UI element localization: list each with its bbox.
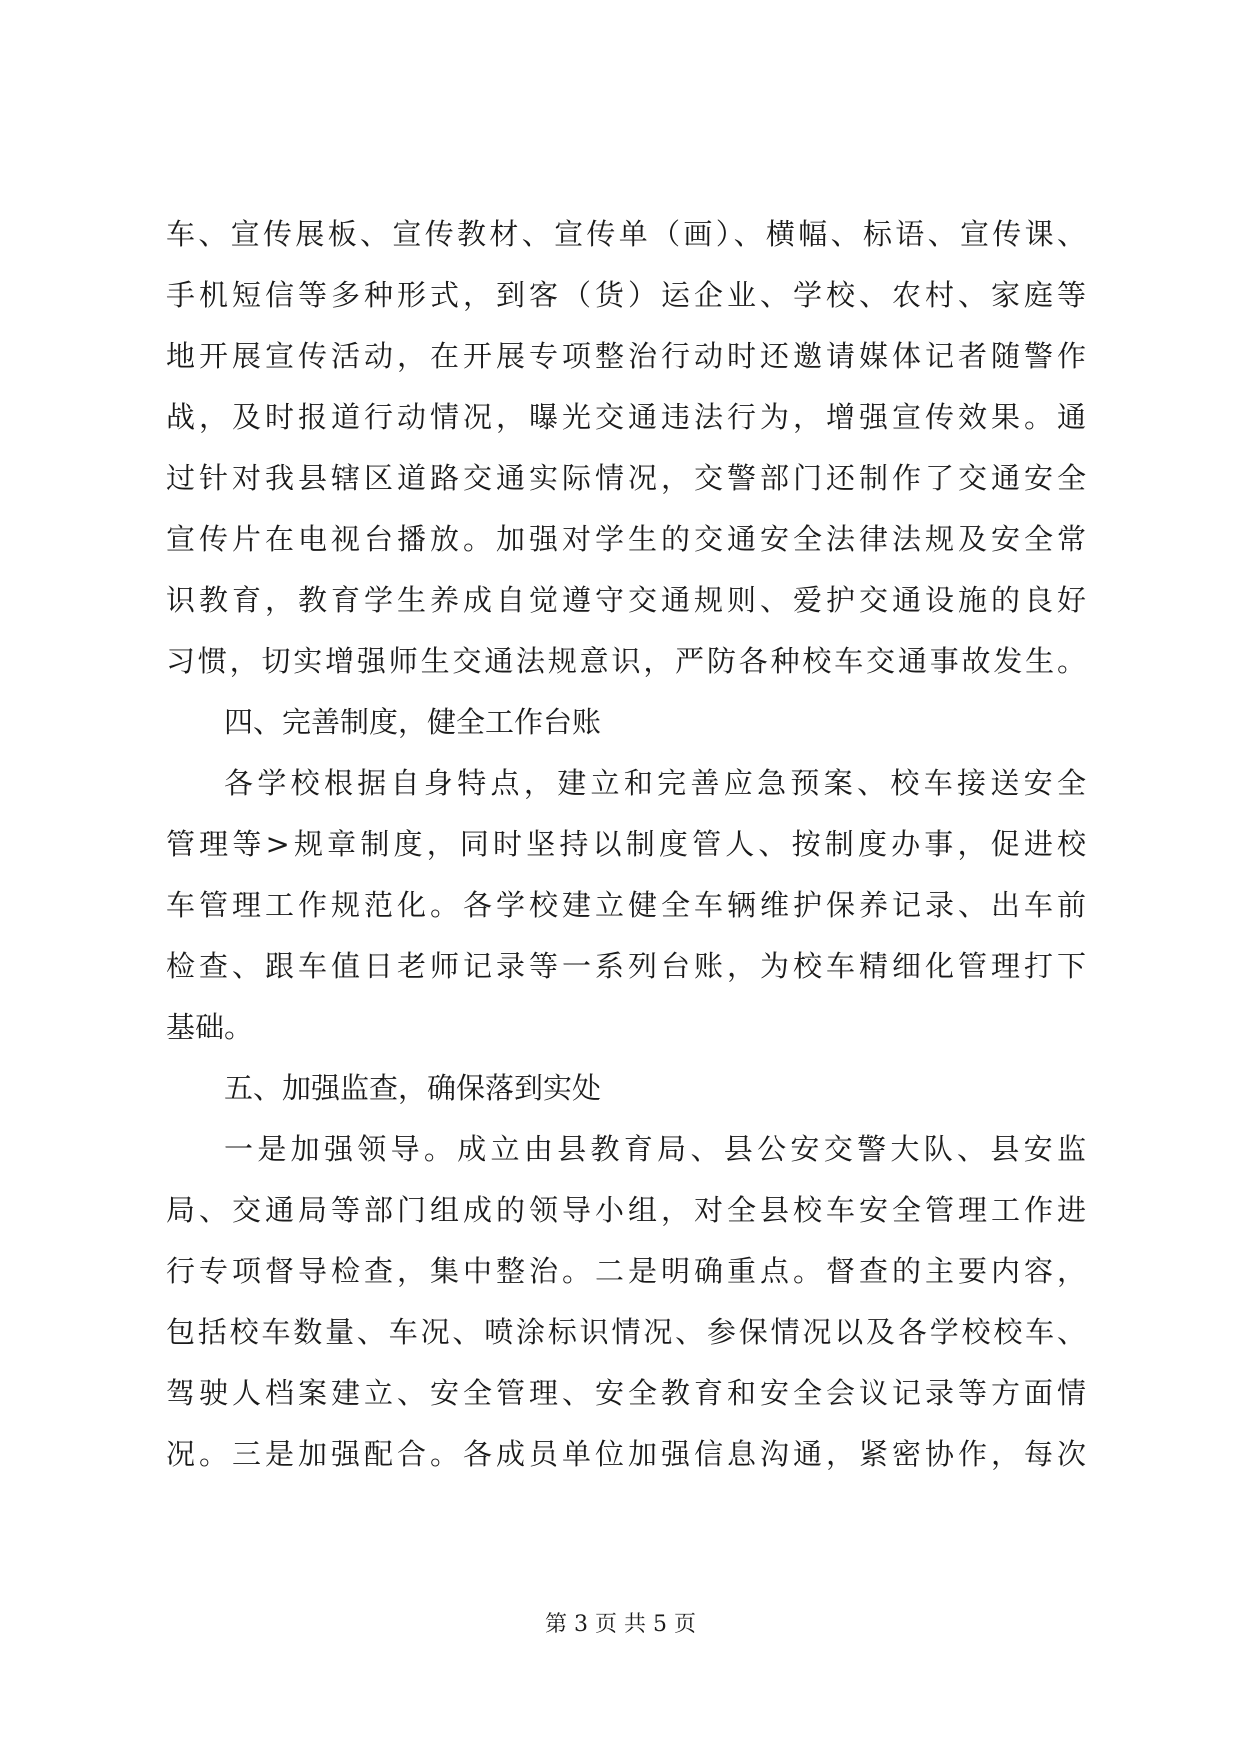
text-line: 习惯，切实增强师生交通法规意识，严防各种校车交通事故发生。 bbox=[166, 644, 1086, 678]
text-line: 车、宣传展板、宣传教材、宣传单（画）、横幅、标语、宣传课、 bbox=[166, 217, 1086, 251]
text-line: 地开展宣传活动，在开展专项整治行动时还邀请媒体记者随警作 bbox=[166, 339, 1086, 373]
document-body bbox=[166, 204, 1086, 1485]
section-heading: 五、加强监查，确保落到实处 bbox=[224, 1071, 602, 1105]
text-line: 况。三是加强配合。各成员单位加强信息沟通，紧密协作，每次 bbox=[166, 1437, 1086, 1471]
text-line: 驾驶人档案建立、安全管理、安全教育和安全会议记录等方面情 bbox=[166, 1376, 1086, 1410]
section-heading: 四、完善制度，健全工作台账 bbox=[224, 705, 602, 739]
text-line: 局、交通局等部门组成的领导小组，对全县校车安全管理工作进 bbox=[166, 1193, 1086, 1227]
text-line: 行专项督导检查，集中整治。二是明确重点。督查的主要内容， bbox=[166, 1254, 1086, 1288]
page-number-footer: 第 3 页 共 5 页 bbox=[545, 1612, 696, 1637]
text-line: 手机短信等多种形式，到客（货）运企业、学校、农村、家庭等 bbox=[166, 278, 1086, 312]
text-line: 各学校根据自身特点，建立和完善应急预案、校车接送安全 bbox=[224, 766, 1086, 800]
text-line: 管理等>规章制度，同时坚持以制度管人、按制度办事，促进校 bbox=[166, 827, 1086, 861]
text-line: 识教育，教育学生养成自觉遵守交通规则、爱护交通设施的良好 bbox=[166, 583, 1086, 617]
text-line: 检查、跟车值日老师记录等一系列台账，为校车精细化管理打下 bbox=[166, 949, 1086, 983]
text-line: 车管理工作规范化。各学校建立健全车辆维护保养记录、出车前 bbox=[166, 888, 1086, 922]
text-line: 宣传片在电视台播放。加强对学生的交通安全法律法规及安全常 bbox=[166, 522, 1086, 556]
text-line: 包括校车数量、车况、喷涂标识情况、参保情况以及各学校校车、 bbox=[166, 1315, 1086, 1349]
text-line: 基础。 bbox=[166, 1010, 254, 1044]
text-line: 过针对我县辖区道路交通实际情况，交警部门还制作了交通安全 bbox=[166, 461, 1086, 495]
text-line: 一是加强领导。成立由县教育局、县公安交警大队、县安监 bbox=[224, 1132, 1086, 1166]
text-line: 战，及时报道行动情况，曝光交通违法行为，增强宣传效果。通 bbox=[166, 400, 1086, 434]
